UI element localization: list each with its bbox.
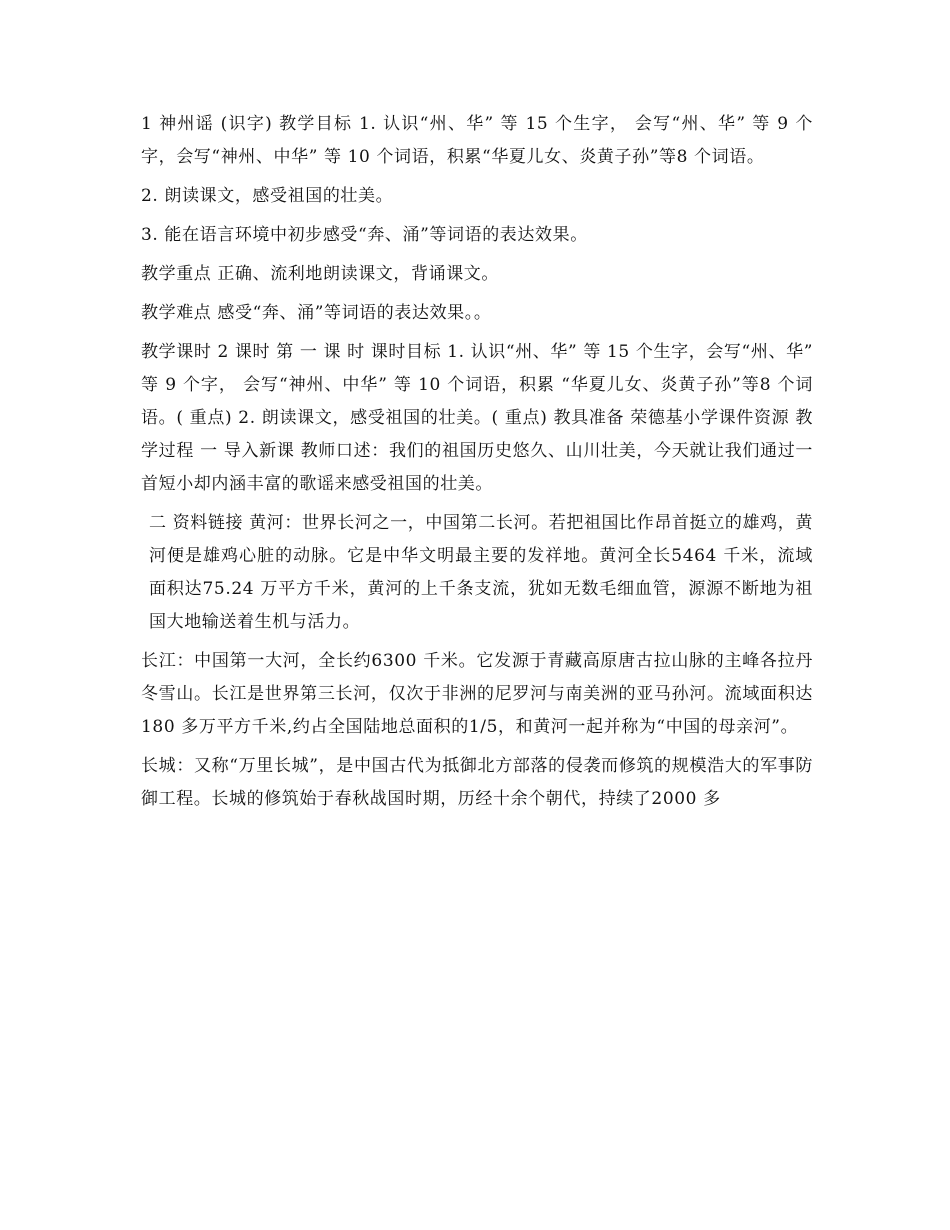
document-body: [141, 108, 813, 822]
paragraph-great-wall: 长城：又称“万里长城”，是中国古代为抵御北方部落的侵袭而修筑的规模浩大的军事防御工程。长城的修筑始于春秋战国时期，历经十余个朝代，持续了2000 多: [141, 756, 813, 809]
paragraph-difficulties: 教学难点 感受“奔、涌”等词语的表达效果。。: [141, 303, 492, 323]
paragraph-lesson-objectives: 1 神州谣 (识字) 教学目标 1. 认识“州、华” 等 15 个生字， 会写“州、华” 等 9 个字，会写“神州、中华” 等 10 个词语，积累“华夏儿女、炎黄子孙”等8 个词语。: [141, 114, 813, 167]
paragraph-yellow-river: 二 资料链接 黄河：世界长河之一，中国第二长河。若把祖国比作昂首挺立的雄鸡，黄河便是雄鸡心脏的动脉。它是中华文明最主要的发祥地。黄河全长5464 千米，流域面积达75.24 万平方千米，黄河的上千条支流，犹如无数毛细血管，源源不断地为祖国大地输送着生机与活力。: [149, 513, 813, 632]
paragraph-yangtze-river: 长江：中国第一大河，全长约6300 千米。它发源于青藏高原唐古拉山脉的主峰各拉丹冬雪山。长江是世界第三长河，仅次于非洲的尼罗河与南美洲的亚马孙河。流域面积达180 多万平方千米,约占全国陆地总面积的1/5，和黄河一起并称为“中国的母亲河”。: [141, 651, 813, 737]
paragraph-objective-3: 3. 能在语言环境中初步感受“奔、涌”等词语的表达效果。: [141, 225, 588, 245]
paragraph-objective-2: 2. 朗读课文，感受祖国的壮美。: [141, 186, 394, 206]
paragraph-key-points: 教学重点 正确、流利地朗读课文，背诵课文。: [141, 264, 500, 284]
paragraph-class-hours: 教学课时 2 课时 第 一 课 时 课时目标 1. 认识“州、华” 等 15 个生字，会写“州、华” 等 9 个字， 会写“神州、中华” 等 10 个词语，积累 “华夏儿女、炎黄子孙”等8 个词语。( 重点) 2. 朗读课文，感受祖国的壮美。( 重点) 教具准备 荣德基小学课件资源 教学过程 一 导入新课 教师口述：我们的祖国历史悠久、山川壮美，今天就让我们通过一首短小却内涵丰富的歌谣来感受祖国的壮美。: [141, 342, 813, 494]
